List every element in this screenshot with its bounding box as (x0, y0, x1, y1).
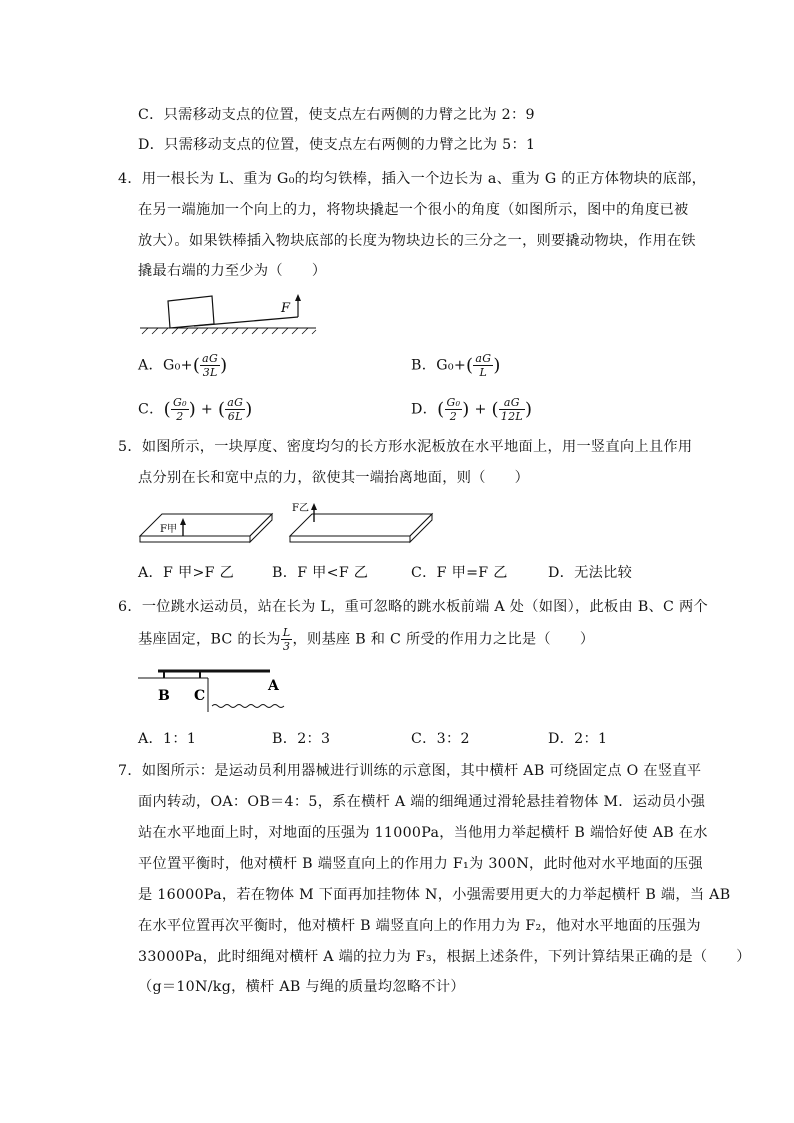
q7-stem-line3: 站在水平地面上时，对地面的压强为 11000Pa，当他用力举起横杆 B 端恰好使 AB 在水 (138, 825, 708, 841)
q7-stem-line4: 平位置平衡时，他对横杆 B 端竖直向上的作用力 F₁为 300N，此时他对水平地面的压强 (138, 856, 703, 872)
q4-stem-line2: 在另一端施加一个向上的力，将物块撬起一个很小的角度（如图所示，图中的角度已被 (138, 202, 689, 218)
label-a: A (268, 678, 279, 694)
q6-line2-pre: 基座固定，BC 的长为 (138, 631, 281, 648)
q7-stem-line5: 是 16000Pa，若在物体 M 下面再加挂物体 N，小强需要用更大的力举起横杆 B 端，当 AB (138, 887, 731, 903)
q3-option-d: D．只需移动支点的位置，使支点左右两侧的力臂之比为 5：1 (138, 137, 536, 153)
q6-option-d: D．2：1 (548, 731, 608, 747)
q5-stem-line2: 点分别在长和宽中点的力，欲使其一端抬离地面，则（ ） (138, 470, 530, 486)
q7-stem-line2: 面内转动，OA：OB＝4：5，系在横杆 A 端的细绳通过滑轮悬挂着物体 M．运动员小强 (138, 794, 706, 810)
q4-d-prefix: D． (411, 401, 438, 418)
q5-option-b: B．F 甲<F 乙 (272, 565, 369, 581)
q5-figure-slab-a (138, 498, 278, 550)
q6-option-a: A．1：1 (138, 731, 197, 747)
q7-stem-line8: （g＝10N/kg，横杆 AB 与绳的质量均忽略不计） (138, 979, 465, 995)
ground-hatch (140, 328, 316, 334)
q6-option-c: C．3：2 (411, 731, 470, 747)
label-b: B (158, 688, 170, 704)
q4-d-num1: G₀ (446, 396, 461, 409)
q4-d-plus: + (474, 401, 487, 418)
q3-option-c: C．只需移动支点的位置，使支点左右两侧的力臂之比为 2：9 (138, 107, 535, 123)
q4-d-den1: 2 (449, 410, 458, 423)
q7-stem-line1: 7．如图所示：是运动员利用器械进行训练的示意图，其中横杆 AB 可绕固定点 O 在竖直平 (118, 763, 702, 779)
q6-frac-den: 3 (283, 640, 291, 653)
q4-c-den2: 6L (227, 410, 243, 423)
q5-option-d: D．无法比较 (548, 565, 633, 581)
q5-figure-slab-b (288, 498, 438, 550)
q4-c-den1: 2 (176, 410, 184, 423)
q4-d-num2: aG (499, 396, 525, 410)
force-label-f: F (281, 301, 291, 316)
q4-option-b: B．G₀+( $\frac{aG}{L}$ ) (411, 352, 501, 379)
q4-c-plus: + (200, 401, 214, 418)
q5-stem-line1: 5．如图所示，一块厚度、密度均匀的长方形水泥板放在水平地面上，用一竖直向上且作用 (118, 439, 693, 455)
q6-stem-line2 (138, 626, 594, 653)
q7-stem-line6: 在水平位置再次平衡时，他对横杆 B 端竖直向上的作用力为 F₂，他对水平地面的压强为 (138, 918, 701, 934)
q5-option-a: A．F 甲>F 乙 (138, 565, 235, 581)
q4-c-prefix: C． (138, 401, 164, 418)
q4-option-d: D．( $\frac{\text{G₀}}{2}$ ) + ( $\frac{aG}{12L}$ ) (411, 396, 533, 423)
force-label-jia: F甲 (160, 524, 177, 535)
q6-line2-post: ，则基座 B 和 C 所受的作用力之比是（ ） (292, 631, 595, 648)
q4-c-num2: aG (227, 396, 244, 409)
q4-b-den: L (479, 366, 488, 379)
q6-frac-num: L (282, 626, 291, 639)
q4-stem-line3: 放大）。如果铁棒插入物块底部的长度为物块边长的三分之一，则要撬动物块，作用在铁 (138, 233, 696, 249)
water-surface (212, 705, 284, 708)
q4-stem-line4: 撬最右端的力至少为（ ） (138, 263, 327, 279)
q4-c-num1: G₀ (172, 396, 187, 409)
q6-figure-diving-board (138, 664, 288, 714)
q5-option-c: C．F 甲=F 乙 (411, 565, 508, 581)
q4-b-num: aG (475, 352, 492, 365)
q4-a-den: 3L (202, 366, 218, 379)
q7-stem-line7: 33000Pa，此时细绳对横杆 A 端的拉力为 F₃，根据上述条件，下列计算结果正确的是（ ） (138, 949, 751, 965)
q4-a-num: aG (202, 352, 219, 365)
q4-a-prefix: A．G₀+ (138, 357, 193, 374)
q4-option-a: A．G₀+( $\frac{aG}{3L}$ ) (138, 352, 228, 379)
q4-b-prefix: B．G₀+ (411, 357, 467, 374)
label-c: C (194, 688, 206, 704)
q6-option-b: B．2：3 (272, 731, 331, 747)
force-label-yi: F乙 (292, 503, 309, 514)
q4-stem-line1: 4．用一根长为 L、重为 G₀的均匀铁棒，插入一个边长为 a、重为 G 的正方体物块的底部， (118, 171, 707, 187)
q6-stem-line1: 6．一位跳水运动员，站在长为 L，重可忽略的跳水板前端 A 处（如图），此板由 B、C 两个 (118, 599, 708, 615)
q4-d-den2: 12L (500, 410, 523, 423)
cube-block (168, 296, 214, 328)
q4-option-c: C．( $\frac{\text{G₀}}{2}$ ) + ( $\frac{aG}{6L}$ ) (138, 396, 253, 423)
q4-figure-lever (138, 290, 318, 338)
